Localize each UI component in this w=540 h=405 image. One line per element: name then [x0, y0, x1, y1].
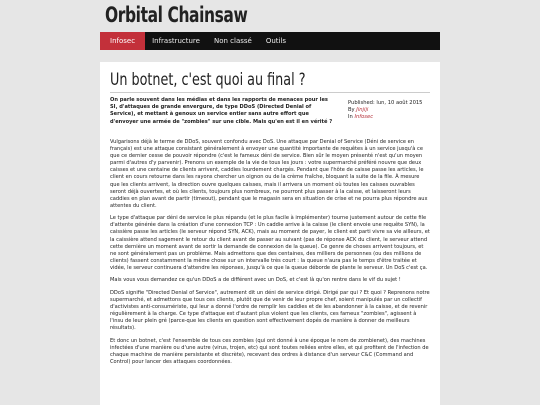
- nav-item-non-classe[interactable]: Non classé: [213, 37, 252, 45]
- post-meta: [348, 100, 430, 122]
- in-label: In: [348, 114, 353, 121]
- published-date: lun, 10 août 2015: [376, 100, 423, 106]
- nav-item-infosec[interactable]: Infosec: [100, 32, 145, 50]
- post-body: [110, 139, 430, 371]
- body-paragraph: Le type d'attaque par déni de service le plus répandu (et le plus facile à implémenter) tourne justement autour de cette file d'attente générée dans la création d'une connexion TCP : Un caddie arrive à la caisse (le client envoie une requête SYN), la caissière passe les articles (le serveur répond SYN, ACK), mais au moment de payer, le client est parti vivre sa vie ailleurs, et la caissière attend sagement le retour du client avant de passer au suivant (pas de réponse ACK du client, le serveur attend cette dernière un moment avant de sortir la demande de connexion de la queue). Ce genre de choses arrivent toujours, et ne sont généralement pas un problème. Mais admettons que des centaines, des milliers de personnes (ou des millions de clients) fassent constamment la même chose sur un intervalle très court : la queue n'aura pas le temps d'être traitée et vidée, le serveur continuera d'attendre les réponses, jusqu'à ce que la queue déborde de plante le serveur. Un DoS c'est ça.: [110, 215, 430, 271]
- title-divider: [110, 92, 430, 93]
- site-title[interactable]: Orbital Chainsaw: [105, 3, 248, 27]
- body-paragraph: Vulgarisons déjà le terme de DDoS, souvent confondu avec DoS. Une attaque par Denial of Service (Déni de service en français) est une attaque consistant généralement à envoyer une quantité importante de requêtes à un service jusqu'à ce que ce dernier cesse de pouvoir répondre (c'est le fameux déni de service. Bien sûr le moyen présenté n'est qu'un moyen parmi d'autres d'y parvenir). Prenons un exemple de la vie de tous les jours : votre supermarché préféré nouvre que deux caisses et une centaine de clients arrivent, caddies lourdement chargés. Pendant que l'hôte de caisse passe les articles, le client en cours retourne dans les rayons chercher un oignon ou de la crème fraîche, bloquant la suite de la file. À mesure que les clients arrivent, la direction ouvre quelques caisses, mais il arrivera un moment où toutes les caisses ouvrables seront déjà ouvertes, et où les clients, toujours plus nombreux, ne pourront plus passer à la caisse, et laisseront leurs caddies en plan avant de partir (timeout), pendant que le magasin sera en situation de crise et ne pourra plus répondre aux attentes du client.: [110, 139, 428, 209]
- article: [100, 62, 440, 405]
- body-paragraph: Et donc un botnet, c'est l'ensemble de tous ces zombies (qui ont donné à une époque le nom de zombienet), des machines infectées d'une manière ou d'une autre (virus, trojen, etc) qui sont toutes reliées entre elles, et qui profitent de l'infection de chaque machine de manière persistante et discrète), recevant des ordres à distance d'un serveur C&C (Command and Control) pour lancer des attaques coordonnées.: [110, 337, 429, 365]
- author-link[interactable]: Jinjiji: [356, 107, 369, 114]
- nav-item-outils[interactable]: Outils: [265, 37, 287, 45]
- category-link[interactable]: Infosec: [354, 114, 374, 121]
- nav-item-infrastructure[interactable]: Infrastructure: [152, 37, 200, 45]
- body-paragraph: Mais vous vous demandez ce qu'un DDoS a de différent avec un DoS, et c'est là qu'on rentre dans le vif du sujet !: [110, 277, 401, 284]
- by-label: By: [348, 107, 355, 114]
- main-nav: [100, 32, 440, 50]
- body-paragraph: DDoS signifie "Directed Denial of Service", autrement dit un déni de service dirigé. Dirigé par qui ? Et quoi ? Reprenons notre supermarché, et admettons que tous ces clients, plutôt que de venir de leur propre chef, soient manipulés par un collectif d'activistes anti-consumériste, qui leur a donné l'ordre de remplir les caddies et de les abandonner à la caisse, et de revenir régulièrement à la charge. Ce type d'attaque est d'autant plus violent que les clients, ces fameux "zombies", agissent à l'insu de leur plein gré (parce-que les clients en question sont effectivement dopés de manière à donner de meilleurs résultats).: [110, 289, 430, 332]
- post-intro: On parle souvent dans les médias et dans les rapports de menaces pour les SI, d'attaques de grande envergure, de type DDoS (Directed Denial of Service), et mettant à genoux un service entier sans autre effort que d'envoyer une armée de "zombies" sur une cible. Mais qu'en est il en vérité ?: [110, 97, 333, 125]
- published-label: Published:: [348, 100, 375, 106]
- post-title[interactable]: Un botnet, c'est quoi au final ?: [110, 70, 306, 89]
